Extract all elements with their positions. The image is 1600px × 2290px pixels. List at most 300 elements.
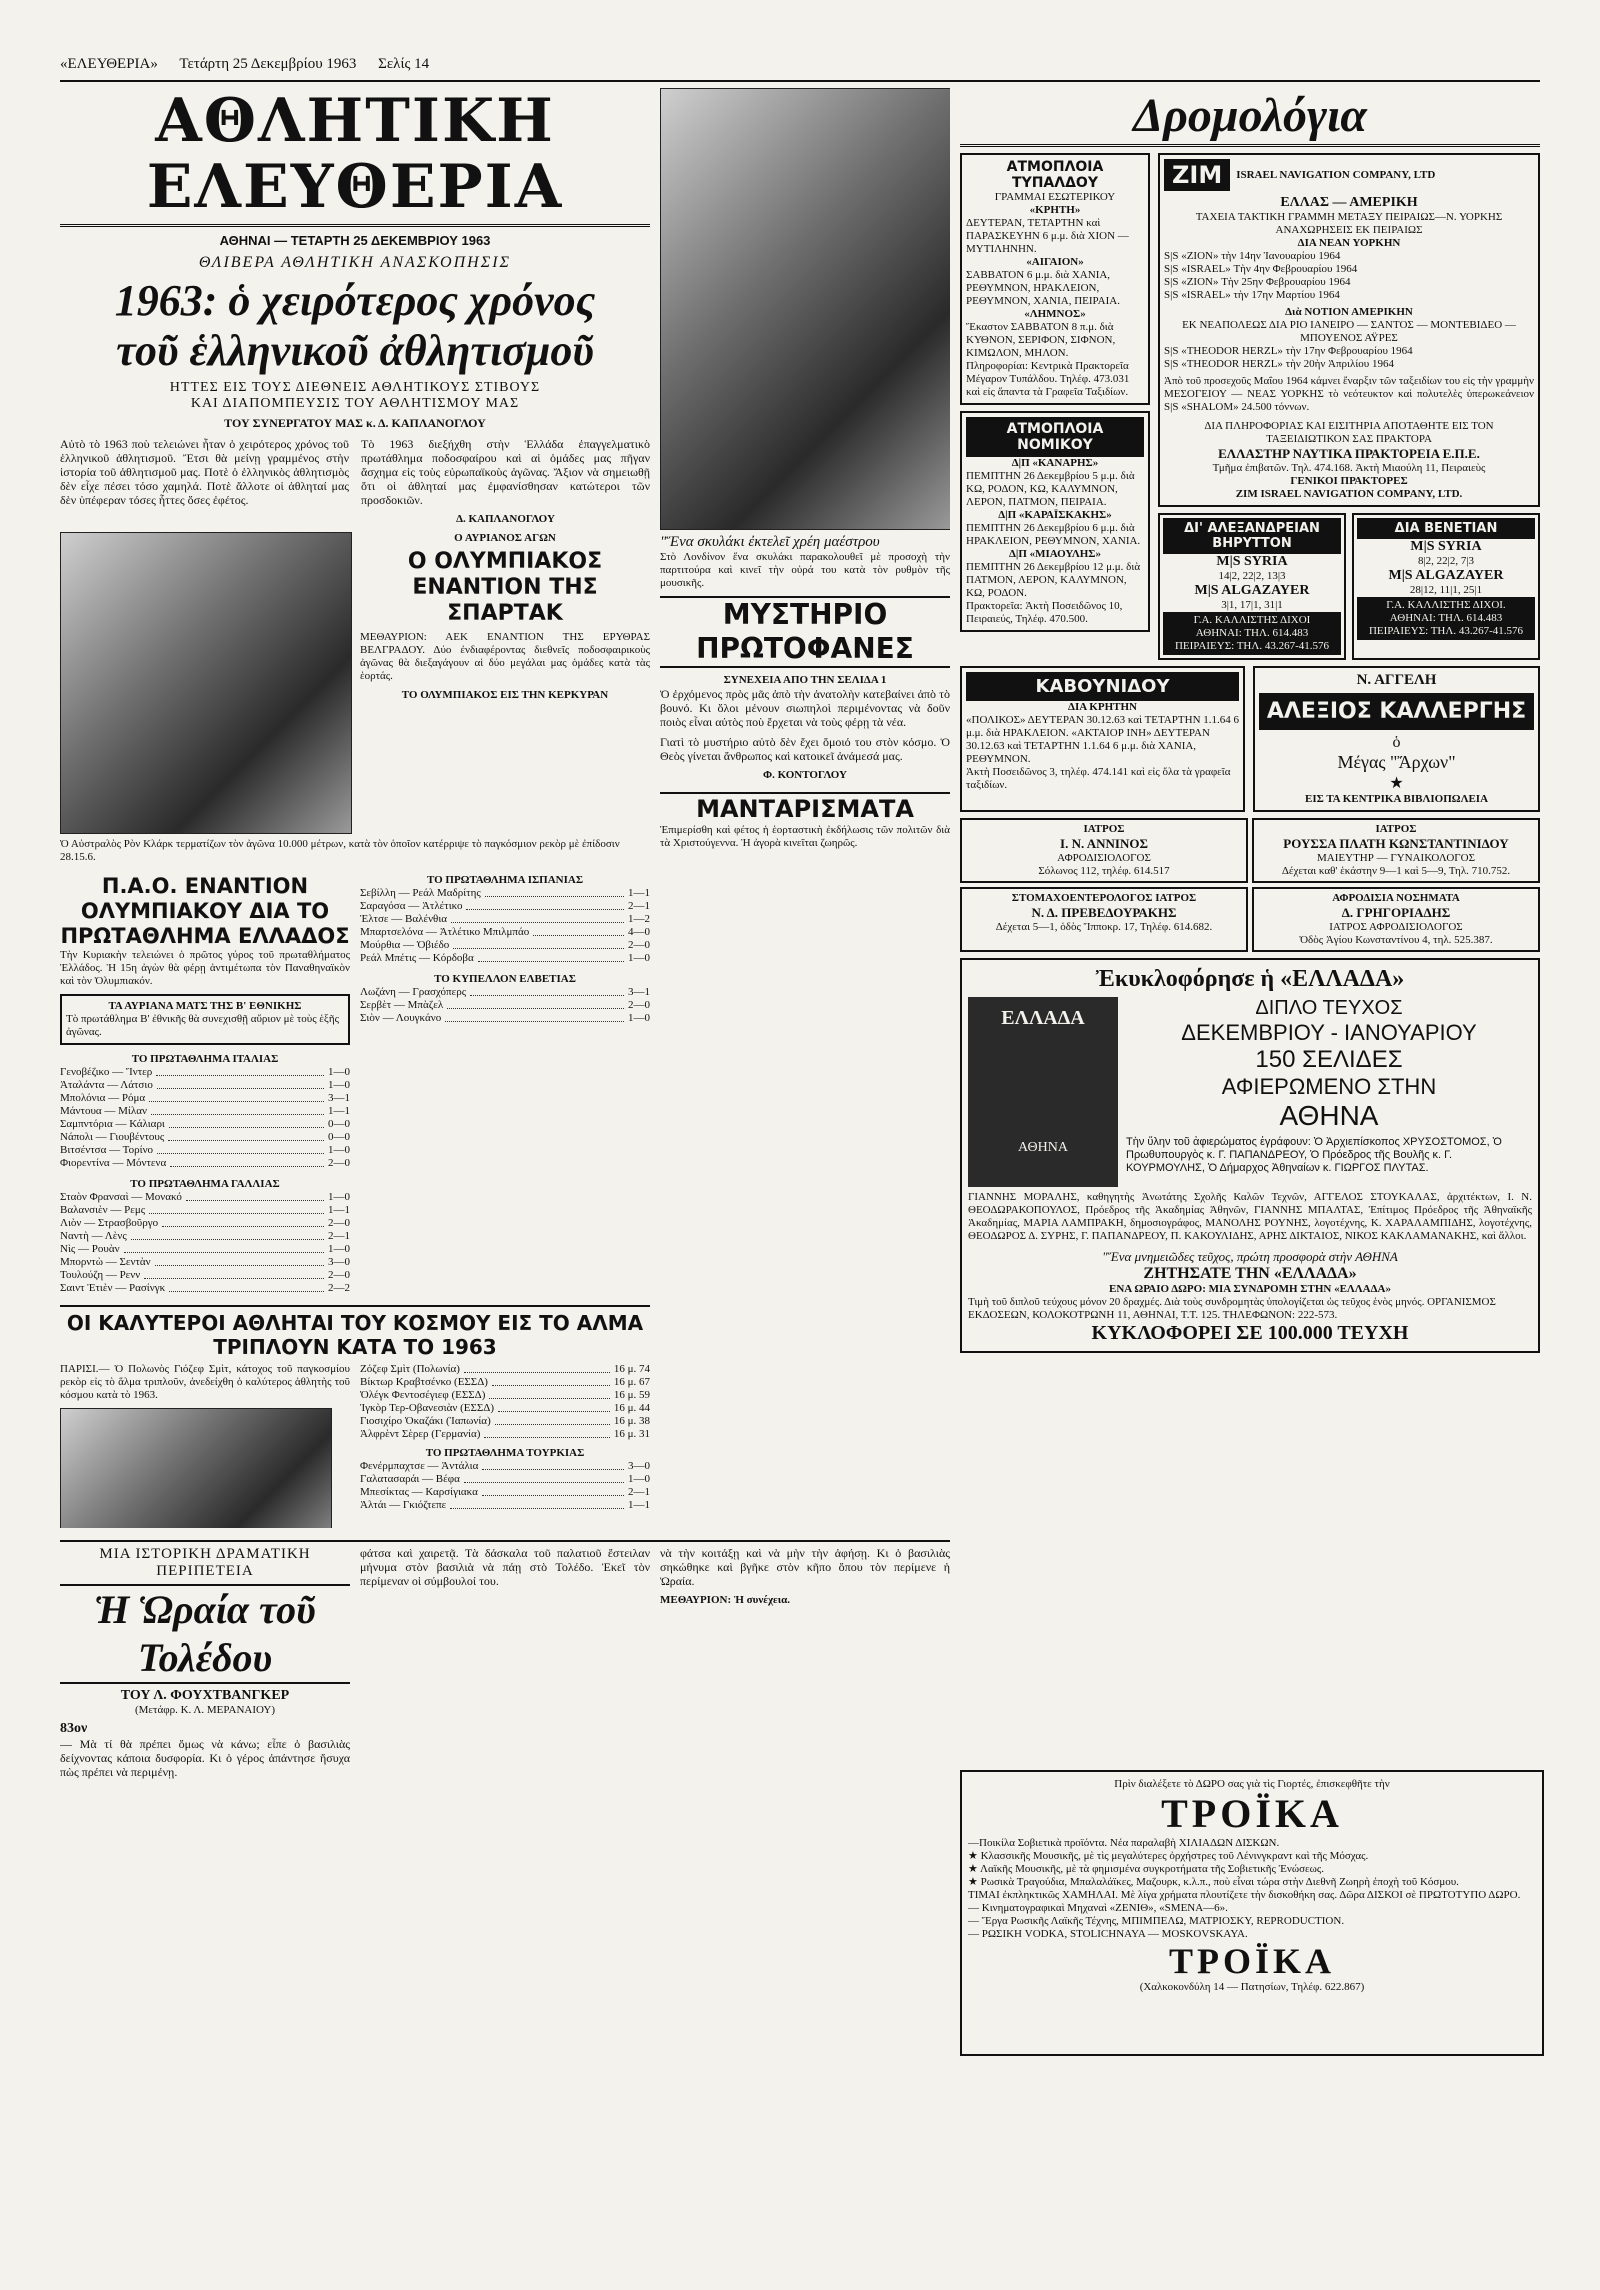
result-value: 4—0 <box>628 926 650 938</box>
result-row <box>60 1157 350 1170</box>
turkey-title: ΤΟ ΠΡΩΤΑΘΛΗΜΑ ΤΟΥΡΚΙΑΣ <box>425 1447 585 1459</box>
result-row <box>60 1269 350 1282</box>
mantar-body: Ἐπιμερίσθη καὶ φέτος ἡ ἑορταστικὴ ἐκδήλωσις τῶν πολιτῶν διὰ τὰ Χριστούγεννα. Ἡ ἀγορὰ κινεῖται ζωηρῶς. <box>660 824 950 849</box>
star-icon: ★ <box>1389 775 1404 792</box>
troika-items <box>968 1837 1536 1941</box>
novel-rule <box>60 1540 950 1542</box>
result-value: 1—0 <box>328 1079 350 1091</box>
france-results <box>60 1191 350 1295</box>
result-value: 16 μ. 31 <box>613 1428 650 1440</box>
doctor-info: Δέχεται 5—1, ὁδὸς Ἴπποκρ. 17, Τηλέφ. 614.682. <box>995 921 1213 933</box>
result-value: 16 μ. 59 <box>613 1389 650 1401</box>
result-name: Βίκτωρ Κραβτσένκο (ΕΣΣΔ) <box>360 1376 488 1388</box>
troika-address: (Χαλκοκονδύλη 14 — Πατησίων, Τηλέφ. 622.867) <box>1139 1981 1365 1993</box>
result-row <box>360 1460 650 1473</box>
result-name: Ναντὴ — Λὲνς <box>60 1230 127 1242</box>
italy-results <box>60 1066 350 1170</box>
result-value: 16 μ. 44 <box>613 1402 650 1414</box>
result-row <box>60 1204 350 1217</box>
result-name: Σταὸν Φρανσαὶ — Μονακό <box>60 1191 182 1203</box>
alex-ship2: M|S ALGAZAYER <box>1194 583 1310 598</box>
leader-dots <box>144 1269 324 1279</box>
ellada-list: ΓΙΑΝΝΗΣ ΜΟΡΑΛΗΣ, καθηγητὴς Ἀνωτάτης Σχολῆς Καλῶν Τεχνῶν, ΑΓΓΕΛΟΣ ΣΤΟΥΚΑΛΑΣ, ἀρχιτέκτων, Ι. Ν. ΘΕΟΔΩΡΑΚΟΠΟΥΛΟΣ, Πρόεδρος τῆς Ἀκαδημίας Ἀθηνῶν, ΓΙΑΝΝΗΣ ΜΠΑΛΤΑΣ, Ἐπίτιμος Πρόεδρος τῆς Ἀθηναϊκῆς Ἀκαδημίας, ΜΑΡΙΑ ΛΑΜΠΡΑΚΗ, δημοσιογράφος, ΜΑΝΟΛΗΣ ΡΟΥΝΗΣ, λογοτέχνης, Κ. ΧΑΡΑΛΑΜΠΙΔΗΣ, λογοτέχνης, ΘΕΟΔΩΡΟΣ Δ. ΣΥΡΗΣ, Γ. ΠΑΠΑΝΔΡΕΟΥ, Π. ΚΑΚΟΥΛΙΔΗΣ, ΑΡΗΣ ΔΙΚΤΑΙΟΣ, ΝΙΚΟΣ ΚΑΚΛΑΜΑΝΑΚΗΣ, καὶ ἄλλοι. <box>968 1191 1532 1242</box>
ellada-l3: 150 ΣΕΛΙΔΕΣ <box>1255 1046 1403 1073</box>
nomikou-title: ΑΤΜΟΠΛΟΙΑ ΝΟΜΙΚΟΥ <box>966 417 1144 457</box>
zim-south-sub: ΕΚ ΝΕΑΠΟΛΕΩΣ ΔΙΑ ΡΙΟ ΙΑΝΕΙΡΟ — ΣΑΝΤΟΣ — ΜΟΝΤΕΒΙΔΕΟ — ΜΠΟΥΕΝΟΣ ΑΫΡΕΣ <box>1182 319 1516 344</box>
ellada-circulation: ΚΥΚΛΟΦΟΡΕΙ ΣΕ 100.000 ΤΕΥΧΗ <box>1091 1322 1409 1344</box>
sailing-line: S|S «ISRAEL» Τὴν 4ην Φεβρουαρίου 1964 <box>1164 263 1358 275</box>
result-value: 16 μ. 38 <box>613 1415 650 1427</box>
result-row <box>360 1499 650 1512</box>
leader-dots <box>445 1012 624 1022</box>
result-value: 2—0 <box>628 939 650 951</box>
kallergis-sub: Μέγας "Ἄρχων" <box>1337 752 1456 772</box>
result-row <box>360 1389 650 1402</box>
doctor-spec: ΜΑΙΕΥΤΗΡ — ΓΥΝΑΙΚΟΛΟΓΟΣ <box>1317 852 1475 864</box>
ellada-top: Ἐκυκλοφόρησε ἡ «ΕΛΛΑΔΑ» <box>1095 966 1405 992</box>
venice-ad <box>1352 513 1540 660</box>
byline: ΤΟΥ ΣΥΝΕΡΓΑΤΟΥ ΜΑΣ κ. Δ. ΚΑΠΛΑΝΟΓΛΟΥ <box>224 416 486 430</box>
kerkyra-title: ΤΟ ΟΛΥΜΠΙΑΚΟΣ ΕΙΣ ΤΗΝ ΚΕΡΚΥΡΑΝ <box>401 689 609 701</box>
venice-tel1: ΑΘΗΝΑΙ: ΤΗΛ. 614.483 <box>1389 612 1503 624</box>
sports-dateline: ΑΘΗΝΑΙ — ΤΕΤΑΡΤΗ 25 ΔΕΚΕΜΒΡΙΟΥ 1963 <box>219 233 491 248</box>
nomikou-ship3-text: ΠΕΜΠΤΗΝ 26 Δεκεμβρίου 12 μ.μ. διὰ ΠΑΤΜΟΝ, ΛΕΡΟΝ, ΚΑΛΥΜΝΟΝ, ΚΩ, ΡΟΔΟΝ. <box>966 561 1141 599</box>
result-name: Μπαρτσελόνα — Ἀτλέτικο Μπιλμπάο <box>360 926 530 938</box>
result-value: 1—1 <box>628 887 650 899</box>
ellada-cover <box>968 997 1118 1187</box>
result-name: Μπολόνια — Ρόμα <box>60 1092 146 1104</box>
pao-title: Π.Α.Ο. ΕΝΑΝΤΙΟΝ ΟΛΥΜΠΙΑΚΟΥ ΔΙΑ ΤΟ ΠΡΩΤΑΘΛΗΜΑ ΕΛΛΑΔΟΣ <box>60 874 350 948</box>
result-value: 2—1 <box>628 1486 650 1498</box>
troika-item: —Ποικίλα Σοβιετικὰ προϊόντα. Νέα παραλαβὴ ΧΙΛΙΑΔΩΝ ΔΙΣΚΩΝ. <box>968 1837 1280 1849</box>
tipaldou-routes <box>966 204 1144 360</box>
venice-ship2: M|S ALGAZAYER <box>1388 568 1504 583</box>
route-text: Ἕκαστον ΣΑΒΒΑΤΟΝ 8 π.μ. διὰ ΚΥΘΝΟΝ, ΣΕΡΙΦΟΝ, ΣΙΦΝΟΝ, ΚΙΜΩΛΟΝ, ΜΗΛΟΝ. <box>966 321 1116 359</box>
result-name: Ἀλτάι — Γκιόζτεπε <box>360 1499 447 1511</box>
mantar-title: ΜΑΝΤΑΡΙΣΜΑΤΑ <box>660 792 950 824</box>
doctor-title: ΙΑΤΡΟΣ <box>1375 823 1417 835</box>
result-name: Φενέρμπαχτσε — Ἀντάλια <box>360 1460 479 1472</box>
ellada-l5: ΑΘΗΝΑ <box>1279 1100 1379 1131</box>
sailing-line: S|S «THEODOR HERZL» τὴν 17ην Φεβρουαρίου 1964 <box>1164 345 1413 357</box>
doctor-info: Δέχεται καθ' ἑκάστην 9—1 καὶ 5—9, Τηλ. 710.752. <box>1281 865 1511 877</box>
result-row <box>360 1473 650 1486</box>
nomikou-ship1-text: ΠΕΜΠΤΗΝ 26 Δεκεμβρίου 5 μ.μ. διὰ ΚΩ, ΡΟΔΟΝ, ΚΩ, ΚΑΛΥΜΝΟΝ, ΛΕΡΟΝ, ΠΑΤΜΟΝ, ΠΕΙΡΑΙΑ. <box>966 470 1135 508</box>
dog-caption-title: "Ἕνα σκυλάκι ἐκτελεῖ χρέη μαέστρου <box>660 534 880 550</box>
venice-dates1: 8|2, 22|2, 7|3 <box>1417 555 1475 567</box>
olymp-title: Ο ΟΛΥΜΠΙΑΚΟΣ ΕΝΑΝΤΙΟΝ ΤΗΣ ΣΠΑΡΤΑΚ <box>407 549 603 626</box>
swiss-cup-results <box>360 986 650 1025</box>
kallergis-ad <box>1253 666 1540 812</box>
result-name: Βιτσέντσα — Τορίνο <box>60 1144 154 1156</box>
result-value: 1—0 <box>328 1066 350 1078</box>
schedule-title: Δρομολόγια <box>960 88 1540 147</box>
result-value: 1—1 <box>328 1105 350 1117</box>
sailing-line: S|S «ISRAEL» τὴν 17ην Μαρτίου 1964 <box>1164 289 1340 301</box>
alex-dates2: 3|1, 17|1, 31|1 <box>1221 599 1283 611</box>
kallergis-where: ΕΙΣ ΤΑ ΚΕΝΤΡΙΚΑ ΒΙΒΛΙΟΠΩΛΕΙΑ <box>1305 793 1489 805</box>
zim-south-title: Διὰ ΝΟΤΙΟΝ ΑΜΕΡΙΚΗΝ <box>1285 306 1413 318</box>
result-row <box>60 1191 350 1204</box>
turkey-results <box>360 1460 650 1512</box>
alexandria-ad <box>1158 513 1346 660</box>
tipaldou-sub: ΓΡΑΜΜΑΙ ΕΣΩΤΕΡΙΚΟΥ <box>994 191 1116 203</box>
headline-line1: 1963: ὁ χειρότερος χρόνος <box>114 276 596 325</box>
novel-body-1: — Μὰ τί θὰ πρέπει ὅμως νὰ κάνω; εἶπε ὁ βασιλιὰς δείχνοντας κάποια δυσφορία. Κι ὁ γέρος ἀπάντησε ἥσυχα πὼς πρέπει νὰ περιμένῃ. <box>60 1737 350 1779</box>
result-name: Μπεσίκτας — Καρσίγιακα <box>360 1486 478 1498</box>
alex-agent: Γ.Α. ΚΑΛΛΙΣΤΗΣ ΔΙΧΟΙ <box>1193 614 1311 626</box>
result-name: Σαραγόσα — Ἀτλέτικο <box>360 900 463 912</box>
pao-body: Τὴν Κυριακὴν τελειώνει ὁ πρῶτος γύρος τοῦ πρωταθλήματος Ἑλλάδος. Ἡ 15η ἀγὼν θὰ φέρῃ ἀντιμέτωπα τὸν Παναθηναϊκὸν καὶ τὸν Ὀλυμπιακόν. <box>60 949 350 987</box>
mystery-body-2: Γιατὶ τὸ μυστήριο αὐτὸ δὲν ἔχει ὅμοιό του στὸν κόσμο. Ὁ Θεὸς γίνεται ἄνθρωπος καὶ κατοικεῖ ἀνάμεσά μας. <box>660 735 950 763</box>
result-row <box>60 1243 350 1256</box>
leader-dots <box>464 1363 610 1373</box>
leader-dots <box>533 926 624 936</box>
spain-title: ΤΟ ΠΡΩΤΑΘΛΗΜΑ ΙΣΠΑΝΙΑΣ <box>426 874 584 886</box>
zim-line2: ΤΑΧΕΙΑ ΤΑΚΤΙΚΗ ΓΡΑΜΜΗ ΜΕΤΑΞΥ ΠΕΙΡΑΙΩΣ—Ν. ΥΟΡΚΗΣ <box>1195 211 1503 223</box>
result-name: Γιοσιχίρο Ὀκαζάκι (Ἰαπωνία) <box>360 1415 491 1427</box>
result-value: 2—0 <box>628 999 650 1011</box>
result-value: 1—0 <box>328 1191 350 1203</box>
leader-dots <box>170 1157 324 1167</box>
article-signature: Δ. ΚΑΠΛΑΝΟΓΛΟΥ <box>456 513 555 525</box>
ellada-cover-title: ΕΛΛΑΔΑ <box>1001 1007 1085 1029</box>
result-name: Σαιντ Ἐτιὲν — Ρασίνγκ <box>60 1282 166 1294</box>
doctor-title: ΑΦΡΟΔΙΣΙΑ ΝΟΣΗΜΑΤΑ <box>1332 892 1460 904</box>
route-text: ΔΕΥΤΕΡΑΝ, ΤΕΤΑΡΤΗΝ καὶ ΠΑΡΑΣΚΕΥΗΝ 6 μ.μ. διὰ ΧΙΟΝ — ΜΥΤΙΛΗΝΗΝ. <box>966 217 1129 255</box>
leader-dots <box>162 1217 324 1227</box>
mystery-signature: Φ. ΚΟΝΤΟΓΛΟΥ <box>763 769 847 781</box>
doctor-spec: ΙΑΤΡΟΣ ΑΦΡΟΔΙΣΙΟΛΟΓΟΣ <box>1329 921 1463 933</box>
result-value: 2—1 <box>328 1230 350 1242</box>
doctor-ad <box>960 887 1248 952</box>
zim-general: ΓΕΝΙΚΟΙ ΠΡΑΚΤΟΡΕΣ <box>1290 475 1408 487</box>
zim-agent: ΕΛΛΑΣΤΗΡ ΝΑΥΤΙΚΑ ΠΡΑΚΤΟΡΕΙΑ Ε.Π.Ε. <box>1218 446 1480 461</box>
ellada-l1: ΔΙΠΛΟ ΤΕΥΧΟΣ <box>1255 997 1403 1019</box>
troika-item: ★ Λαϊκῆς Μουσικῆς, μὲ τὰ φημισμένα συγκροτήματα τῆς Σοβιετικῆς Ἑνώσεως. <box>968 1863 1324 1875</box>
result-name: Ἀταλάντα — Λάτσιο <box>60 1079 153 1091</box>
result-value: 1—1 <box>328 1204 350 1216</box>
result-value: 2—2 <box>328 1282 350 1294</box>
result-row <box>60 1118 350 1131</box>
result-value: 1—0 <box>628 1473 650 1485</box>
doctor-spec: ΑΦΡΟΔΙΣΙΟΛΟΓΟΣ <box>1057 852 1151 864</box>
result-row <box>360 887 650 900</box>
result-name: Ὀλέγκ Φεντοσέγιεφ (ΕΣΣΔ) <box>360 1389 486 1401</box>
alex-tel2: ΠΕΙΡΑΙΕΥΣ: ΤΗΛ. 43.267-41.576 <box>1174 640 1330 652</box>
result-row <box>60 1131 350 1144</box>
ellada-ad <box>960 958 1540 1353</box>
paper-name: «ΕΛΕΥΘΕΡΙΑ» <box>60 56 158 72</box>
result-value: 0—0 <box>328 1131 350 1143</box>
zim-general-name: ZIM ISRAEL NAVIGATION COMPANY, LTD. <box>1235 488 1463 500</box>
troika-name-2: ΤΡΟΪΚΑ <box>1168 1941 1335 1981</box>
result-name: Λωζάνη — Γρασχόπερς <box>360 986 467 998</box>
novel-translator: (Μετάφρ. Κ. Λ. ΜΕΡΑΝΑΙΟΥ) <box>134 1704 275 1716</box>
zim-logo: ZIM <box>1164 159 1230 191</box>
nomikou-ship3: Δ|Π «ΜΙΑΟΥΛΗΣ» <box>1009 548 1101 560</box>
troika-item: — ΡΩΣΙΚΗ VODKA, STOLICHNAYA — MOSKOVSKAYA. <box>968 1928 1248 1940</box>
novel-episode: 83ον <box>60 1721 88 1736</box>
result-value: 16 μ. 74 <box>613 1363 650 1375</box>
leader-dots <box>482 1486 624 1496</box>
leader-dots <box>149 1092 324 1102</box>
kavounidou-agency: Ἀκτὴ Ποσειδῶνος 3, τηλέφ. 474.141 καὶ εἰς ὅλα τὰ γραφεῖα ταξιδίων. <box>966 766 1231 791</box>
doctor-info: Ὀδὸς Ἀγίου Κωνσταντίνου 4, τηλ. 525.387. <box>1299 934 1493 946</box>
leader-dots <box>470 986 624 996</box>
doctor-name: ΡΟΥΣΣΑ ΠΛΑΤΗ ΚΩΝΣΤΑΝΤΙΝΙΔΟΥ <box>1283 836 1509 851</box>
doctor-ads <box>960 818 1540 952</box>
result-row <box>360 1402 650 1415</box>
doctor-name: Ι. Ν. ΑΝΝΙΝΟΣ <box>1060 836 1148 851</box>
result-row <box>360 1376 650 1389</box>
result-value: 3—0 <box>628 1460 650 1472</box>
leader-dots <box>453 939 624 949</box>
leader-dots <box>156 1066 324 1076</box>
troika-item: ★ Κλασσικῆς Μουσικῆς, μὲ τὶς μεγαλύτερες ὀρχήστρες τοῦ Λένινγκραντ καὶ τῆς Μόσχας. <box>968 1850 1369 1862</box>
leader-dots <box>131 1230 324 1240</box>
result-value: 16 μ. 67 <box>613 1376 650 1388</box>
result-row <box>360 1486 650 1499</box>
sailing-line: S|S «ZION» τὴν 14ην Ἰανουαρίου 1964 <box>1164 250 1341 262</box>
result-name: Φιορεντίνα — Μόντενα <box>60 1157 167 1169</box>
result-value: 2—0 <box>328 1269 350 1281</box>
leader-dots <box>155 1256 324 1266</box>
result-row <box>60 1066 350 1079</box>
result-name: Ρεάλ Μπέτις — Κόρδοβα <box>360 952 474 964</box>
route-ship-name: «ΚΡΗΤΗ» <box>1029 204 1081 216</box>
result-value: 1—0 <box>628 952 650 964</box>
doctor-name: Δ. ΓΡΗΓΟΡΙΑΔΗΣ <box>1341 905 1451 920</box>
alex-contacts <box>1163 612 1341 655</box>
ellada-l4: ΑΦΙΕΡΩΜΕΝΟ ΣΤΗΝ <box>1221 1074 1437 1099</box>
doctor-title: ΙΑΤΡΟΣ <box>1083 823 1125 835</box>
tipaldou-title: ΑΤΜΟΠΛΟΙΑ ΤΥΠΑΛΔΟΥ <box>1006 159 1104 191</box>
tipaldou-ad <box>960 153 1150 405</box>
novel-title: Ἡ Ὡραία τοῦ Τολέδου <box>60 1584 350 1684</box>
result-row <box>360 952 650 965</box>
result-name: Νὶς — Ρουὰν <box>60 1243 120 1255</box>
doctor-ad <box>1252 887 1540 952</box>
article-body-1: Αὐτὸ τὸ 1963 ποὺ τελειώνει ἦταν ὁ χειρότερος χρόνος τοῦ ἑλληνικοῦ ἀθλητισμοῦ. Ἔτσι θὰ μείνῃ γραμμένος στὴν ἱστορία τοῦ ἀθλητισμοῦ μας. Ποτὲ ὁ ἑλληνικὸς ἀθλητισμὸς δὲν εἶχε πέσει τόσο χαμηλά. Ποτὲ ἄλλοτε οἱ ἀθληταί μας δὲν ὑπέφεραν τόσες ἧττες ὅσες ἐφέτος. <box>60 437 349 507</box>
zim-line4: ΔΙΑ ΝΕΑΝ ΥΟΡΚΗΝ <box>1297 237 1401 249</box>
result-row <box>360 1012 650 1025</box>
page-header <box>60 56 1540 78</box>
venice-title: ΔΙΑ ΒΕΝΕΤΙΑΝ <box>1357 518 1535 539</box>
result-row <box>360 1363 650 1376</box>
result-value: 2—0 <box>328 1157 350 1169</box>
olymp-body: ΜΕΘΑΥΡΙΟΝ: ΑΕΚ ΕΝΑΝΤΙΟΝ ΤΗΣ ΕΡΥΘΡΑΣ ΒΕΛΓΡΑΔΟΥ. Δύο ἐνδιαφέροντας διεθνεῖς ποδοσφαιρικοὺς ἀγῶνας θὰ διεξαγάγουν αἱ δύο μεγάλαι μας ὁμάδες κατὰ τὰς ἑορτάς. <box>360 631 650 682</box>
zim-line3: ΑΝΑΧΩΡΗΣΕΙΣ ΕΚ ΠΕΙΡΑΙΩΣ <box>1275 224 1423 236</box>
leader-dots <box>447 999 624 1009</box>
leader-dots <box>169 1282 324 1292</box>
leader-dots <box>168 1131 324 1141</box>
venice-ship1: M|S SYRIA <box>1410 539 1482 554</box>
leader-dots <box>464 1473 624 1483</box>
zim-ad <box>1158 153 1540 507</box>
zim-ny-sailings <box>1164 250 1534 302</box>
novel-kicker: ΜΙΑ ΙΣΤΟΡΙΚΗ ΔΡΑΜΑΤΙΚΗ ΠΕΡΙΠΕΤΕΙΑ <box>99 1546 311 1579</box>
result-name: Σαμπντόρια — Κάλιαρι <box>60 1118 165 1130</box>
issue-date: Τετάρτη 25 Δεκεμβρίου 1963 <box>179 56 357 72</box>
result-row <box>360 986 650 999</box>
leader-dots <box>485 887 624 897</box>
result-value: 1—1 <box>628 1499 650 1511</box>
triple-jump-list <box>360 1363 650 1441</box>
route-ship-name: «ΛΗΜΝΟΣ» <box>1024 308 1086 320</box>
middle-column <box>660 88 950 1528</box>
ellada-promo3: ΕΝΑ ΩΡΑΙΟ ΔΩΡΟ: ΜΙΑ ΣΥΝΔΡΟΜΗ ΣΤΗΝ «ΕΛΛΑΔΑ» <box>1109 1283 1391 1295</box>
dog-conductor-photo <box>660 88 950 530</box>
ellada-cover-city: ΑΘΗΝΑ <box>1018 1140 1068 1155</box>
doctor-ad <box>1252 818 1540 883</box>
zim-south-sailings <box>1164 345 1534 371</box>
result-row <box>60 1105 350 1118</box>
troika-name: ΤΡΟΪΚΑ <box>1161 1791 1343 1836</box>
leader-dots <box>151 1105 324 1115</box>
kallergis-author: Ν. ΑΓΓΕΛΗ <box>1356 672 1437 688</box>
result-name: Μάντουα — Μίλαν <box>60 1105 147 1117</box>
mystery-continued: ΣΥΝΕΧΕΙΑ ΑΠΟ ΤΗΝ ΣΕΛΙΔΑ 1 <box>723 674 887 686</box>
doctor-name: Ν. Δ. ΠΡΕΒΕΔΟΥΡΑΚΗΣ <box>1031 905 1177 920</box>
kallergis-title: ΑΛΕΞΙΟΣ ΚΑΛΛΕΡΓΗΣ <box>1259 693 1534 730</box>
leader-dots <box>495 1415 610 1425</box>
zim-info: ΔΙΑ ΠΛΗΡΟΦΟΡΙΑΣ ΚΑΙ ΕΙΣΙΤΗΡΙΑ ΑΠΟΤΑΘΗΤΕ ΕΙΣ ΤΟΝ ΤΑΞΕΙΔΙΩΤΙΚΟΝ ΣΑΣ ΠΡΑΚΤΟΡΑ <box>1204 420 1494 445</box>
mystery-title: ΜΥΣΤΗΡΙΟ ΠΡΩΤΟΦΑΝΕΣ <box>660 596 950 668</box>
article-body-2: Τὸ 1963 διεξήχθη στὴν Ἑλλάδα ἐπαγγελματικὸ πρωτάθλημα ποδοσφαίρου καὶ αἱ ὁμάδες μας πῆγαν ἄσχημα εἰς τοὺς εὐρωπαϊκοὺς ἀγῶνας. Ἄξιον νὰ σημειωθῇ ὅτι οἱ ἀθληταί μας ἐμφανίσθησαν κατώτεροι τῶν προσδοκιῶν. <box>361 437 650 507</box>
leader-dots <box>492 1376 610 1386</box>
spain-results <box>360 887 650 965</box>
troika-item: — Ἔργα Ρωσικῆς Λαϊκῆς Τέχνης, ΜΠΙΜΠΕΛΩ, ΜΑΤΡΙΟΣΚΥ, REPRODUCTION. <box>968 1915 1345 1927</box>
subheadline-2: ΚΑΙ ΔΙΑΠΟΜΠΕΥΣΙΣ ΤΟΥ ΑΘΛΗΤΙΣΜΟΥ ΜΑΣ <box>190 396 520 411</box>
tipaldou-agency: Πληροφορίαι: Κεντρικὰ Πρακτορεῖα Μέγαρον Τυπάλδου. Τηλέφ. 473.031 καὶ εἰς ἅπαντα τὰ Γραφεῖα Ταξιδίων. <box>966 360 1130 398</box>
leader-dots <box>489 1389 609 1399</box>
page-number: Σελίς 14 <box>378 56 430 72</box>
result-name: Τουλούζη — Ρενν <box>60 1269 141 1281</box>
result-row <box>60 1079 350 1092</box>
venice-contacts <box>1357 597 1535 640</box>
kavounidou-ad <box>960 666 1245 812</box>
novel-body-3: νὰ τὴν κοιτάξῃ καὶ νὰ μὴν τὴν ἀφήσῃ. Κι ὁ βασιλιὰς σηκώθηκε καὶ βγῆκε στὸν κῆπο ὅπου τὸν περίμενε ἡ Ὡραία. <box>660 1546 950 1588</box>
novel-section <box>60 1546 950 2046</box>
ellada-promo2: ΖΗΤΗΣΑΤΕ ΤΗΝ «ΕΛΛΑΔΑ» <box>1143 1265 1357 1282</box>
runner-caption: Ὁ Αὐστραλὸς Ρὸν Κλάρκ τερματίζων τὸν ἀγῶνα 10.000 μέτρων, κατὰ τὸν ὁποῖον κατέρριψε τὸ παγκόσμιον ρεκὸρ μὲ ἐπίδοσιν 28.15.6. <box>60 838 620 863</box>
result-value: 1—0 <box>628 1012 650 1024</box>
result-row <box>60 1282 350 1295</box>
route-text: ΣΑΒΒΑΤΟΝ 6 μ.μ. διὰ ΧΑΝΙΑ, ΡΕΘΥΜΝΟΝ, ΗΡΑΚΛΕΙΟΝ, ΡΕΘΥΜΝΟΝ, ΧΑΝΙΑ, ΠΕΙΡΑΙΑ. <box>966 269 1120 307</box>
leader-dots <box>157 1144 324 1154</box>
result-name: Ζόζεφ Σμὶτ (Πολωνία) <box>360 1363 460 1375</box>
result-name: Μπορντὼ — Σεντὰν <box>60 1256 151 1268</box>
ellada-l2: ΔΕΚΕΜΒΡΙΟΥ - ΙΑΝΟΥΑΡΙΟΥ <box>1181 1020 1477 1045</box>
leader-dots <box>484 1428 609 1438</box>
route-ship-name: «ΑΙΓΑΙΟΝ» <box>1026 256 1084 268</box>
olymp-kicker: Ο ΑΥΡΙΑΝΟΣ ΑΓΩΝ <box>454 532 556 544</box>
result-value: 3—1 <box>328 1092 350 1104</box>
sports-kicker: ΘΛΙΒΕΡΑ ΑΘΛΗΤΙΚΗ ΑΝΑΣΚΟΠΗΣΙΣ <box>198 254 512 271</box>
ellada-writers: Τὴν ὕλην τοῦ ἀφιερώματος ἐγράφουν: Ὁ Ἀρχιεπίσκοπος ΧΡΥΣΟΣΤΟΜΟΣ, Ὁ Πρωθυπουργὸς κ. Γ. ΠΑΠΑΝΔΡΕΟΥ, Ὁ Πρόεδρος τῆς Βουλῆς κ. Γ. ΚΟΥΡΜΟΥΛΗΣ, Ὁ Δήμαρχος Ἀθηναίων κ. ΓΙΩΡΓΟΣ ΠΛΥΤΑΣ. <box>1126 1136 1502 1174</box>
alex-dates1: 14|2, 22|2, 13|3 <box>1218 570 1286 582</box>
beta-box-title: ΤΑ ΑΥΡΙΑΝΑ ΜΑΤΣ ΤΗΣ Β' ΕΘΝΙΚΗΣ <box>108 1000 302 1012</box>
nomikou-ad <box>960 411 1150 632</box>
result-value: 3—1 <box>628 986 650 998</box>
nomikou-ship1: Δ|Π «ΚΑΝΑΡΗΣ» <box>1011 457 1099 469</box>
sports-section <box>60 88 650 1528</box>
leader-dots <box>451 913 624 923</box>
subheadline-1: ΗΤΤΕΣ ΕΙΣ ΤΟΥΣ ΔΙΕΘΝΕΙΣ ΑΘΛΗΤΙΚΟΥΣ ΣΤΙΒΟΥΣ <box>169 380 541 395</box>
result-name: Μούρθια — Ὀβιέδο <box>360 939 450 951</box>
nomikou-agency: Πρακτορεῖα: Ἀκτὴ Ποσειδῶνος 10, Πειραιεύς, Τηλέφ. 470.500. <box>966 600 1123 625</box>
result-name: Λιὸν — Στρασβοῦργο <box>60 1217 159 1229</box>
result-value: 1—0 <box>328 1144 350 1156</box>
result-name: Σερβὲτ — Μπὰζελ <box>360 999 444 1011</box>
kallergis-o: ὁ <box>1392 734 1401 751</box>
doctor-title: ΣΤΟΜΑΧΟΕΝΤΕΡΟΛΟΓΟΣ ΙΑΤΡΟΣ <box>1011 892 1197 904</box>
best-athletes-title: ΟΙ ΚΑΛΥΤΕΡΟΙ ΑΘΛΗΤΑΙ ΤΟΥ ΚΟΣΜΟΥ ΕΙΣ ΤΟ ΑΛΜΑ ΤΡΙΠΛΟΥΝ ΚΑΤΑ ΤΟ 1963 <box>60 1305 650 1359</box>
top-rule <box>60 80 1540 82</box>
venice-tel2: ΠΕΙΡΑΙΕΥΣ: ΤΗΛ. 43.267-41.576 <box>1368 625 1524 637</box>
mystery-body-1: Ὁ ἐρχόμενος πρὸς μᾶς ἀπὸ τὴν ἀνατολὴν κατεβαίνει ἀπὸ τὸ βουνό. Κι ὅλοι μένουν σιωπηλοὶ περιμένοντας νὰ δοῦν ποιὸς εἶναι αὐτὸς ποὺ ἔρχεται νὰ τοὺς φέρῃ τὰ νέα. <box>660 687 950 729</box>
troika-item: ★ Ρωσικὰ Τραγούδια, Μπαλαλάϊκες, Μαζουρκ, κ.λ.π., ποὺ εἶναι τώρα στὴν Διεθνῆ Ζωηρὴ ἐποχὴ τοῦ Κόσμου. <box>968 1876 1459 1888</box>
result-row <box>60 1217 350 1230</box>
result-row <box>360 1415 650 1428</box>
troika-item: — Κινηματογραφικαὶ Μηχαναὶ «ΖΕΝΙΘ», «SMENA—6». <box>968 1902 1228 1914</box>
result-row <box>60 1144 350 1157</box>
doctor-ad <box>960 818 1248 883</box>
beta-national-box <box>60 994 350 1045</box>
leader-dots <box>478 952 624 962</box>
result-row <box>60 1256 350 1269</box>
result-name: Νάπολι — Γιουβέντους <box>60 1131 165 1143</box>
result-name: Σιὸν — Λουγκάνο <box>360 1012 442 1024</box>
result-value: 2—0 <box>328 1217 350 1229</box>
runner-photo <box>60 532 352 834</box>
zim-line1: ΕΛΛΑΣ — ΑΜΕΡΙΚΗ <box>1280 195 1418 210</box>
result-row <box>60 1092 350 1105</box>
result-value: 0—0 <box>328 1118 350 1130</box>
venice-dates2: 28|12, 11|1, 25|1 <box>1409 584 1483 596</box>
troika-ad <box>960 1770 1544 2056</box>
leader-dots <box>466 900 624 910</box>
result-row <box>360 900 650 913</box>
beta-box-body: Τὸ πρωτάθλημα Β' ἐθνικῆς θὰ συνεχισθῇ αὔριον μὲ τοὺς ἑξῆς ἀγῶνας. <box>66 1013 339 1038</box>
leader-dots <box>186 1191 324 1201</box>
troika-item: ΤΙΜΑΙ ἐκπληκτικῶς ΧΑΜΗΛΑΙ. Μὲ λίγα χρήματα πλουτίζετε τὴν δισκοθήκη σας. Δῶρα ΔΙΣΚΟΙ σὲ ΠΡΩΤΟΤΥΠΟ ΔΩΡΟ. <box>968 1889 1521 1901</box>
sports-masthead: ΑΘΛΗΤΙΚΗ ΕΛΕΥΘΕΡΙΑ <box>60 88 650 227</box>
result-row <box>60 1230 350 1243</box>
result-value: 3—0 <box>328 1256 350 1268</box>
leader-dots <box>149 1204 324 1214</box>
result-name: Ἰγκὸρ Τερ-Οβανεσιὰν (ΕΣΣΔ) <box>360 1402 495 1414</box>
headline-line2: τοῦ ἑλληνικοῦ ἀθλητισμοῦ <box>116 326 594 375</box>
result-name: Ἀλφρὲντ Σὲρερ (Γερμανία) <box>360 1428 481 1440</box>
alex-ship1: M|S SYRIA <box>1216 554 1288 569</box>
kavounidou-title: ΚΑΒΟΥΝΙΔΟΥ <box>966 672 1239 701</box>
ellada-promo1: "Ἕνα μνημειῶδες τεῦχος, πρώτη προσφορὰ στὴν ΑΘΗΝΑ <box>1102 1249 1398 1264</box>
leader-dots <box>157 1079 324 1089</box>
venice-agent: Γ.Α. ΚΑΛΛΙΣΤΗΣ ΔΙΧΟΙ. <box>1386 599 1506 611</box>
result-row <box>360 1428 650 1441</box>
italy-title: ΤΟ ΠΡΩΤΑΘΛΗΜΑ ΙΤΑΛΙΑΣ <box>131 1053 279 1065</box>
novel-body-2: φάτσα καὶ χαιρετᾷ. Τὰ δάσκαλα τοῦ παλατιοῦ ἔστειλαν μήνυμα στὸν βασιλιὰ νὰ πάῃ στὸ Τολέδο. Ἐκεῖ τὸν περίμεναν οἱ σύμβουλοί του. <box>360 1546 650 1588</box>
leader-dots <box>498 1402 610 1412</box>
alex-title: ΔΙ' ΑΛΕΞΑΝΔΡΕΙΑΝ ΒΗΡΥΤΤΟΝ <box>1163 518 1341 554</box>
france-title: ΤΟ ΠΡΩΤΑΘΛΗΜΑ ΓΑΛΛΙΑΣ <box>130 1178 280 1190</box>
novel-author: ΤΟΥ Λ. ΦΟΥΧΤΒΑΝΓΚΕΡ <box>120 1688 290 1703</box>
kamaras-photo <box>60 1408 332 1528</box>
best-athletes-body: ΠΑΡΙΣΙ.— Ὁ Πολωνὸς Γιόζεφ Σμὶτ, κάτοχος τοῦ παγκοσμίου ρεκὸρ εἰς τὸ ἅλμα τριπλοῦν, ἀνεδείχθη ὁ καλύτερος ἀθλητὴς τοῦ κόσμου κατὰ τὸ 1963. <box>60 1363 350 1401</box>
swiss-cup-title: ΤΟ ΚΥΠΕΛΛΟΝ ΕΛΒΕΤΙΑΣ <box>434 973 576 985</box>
